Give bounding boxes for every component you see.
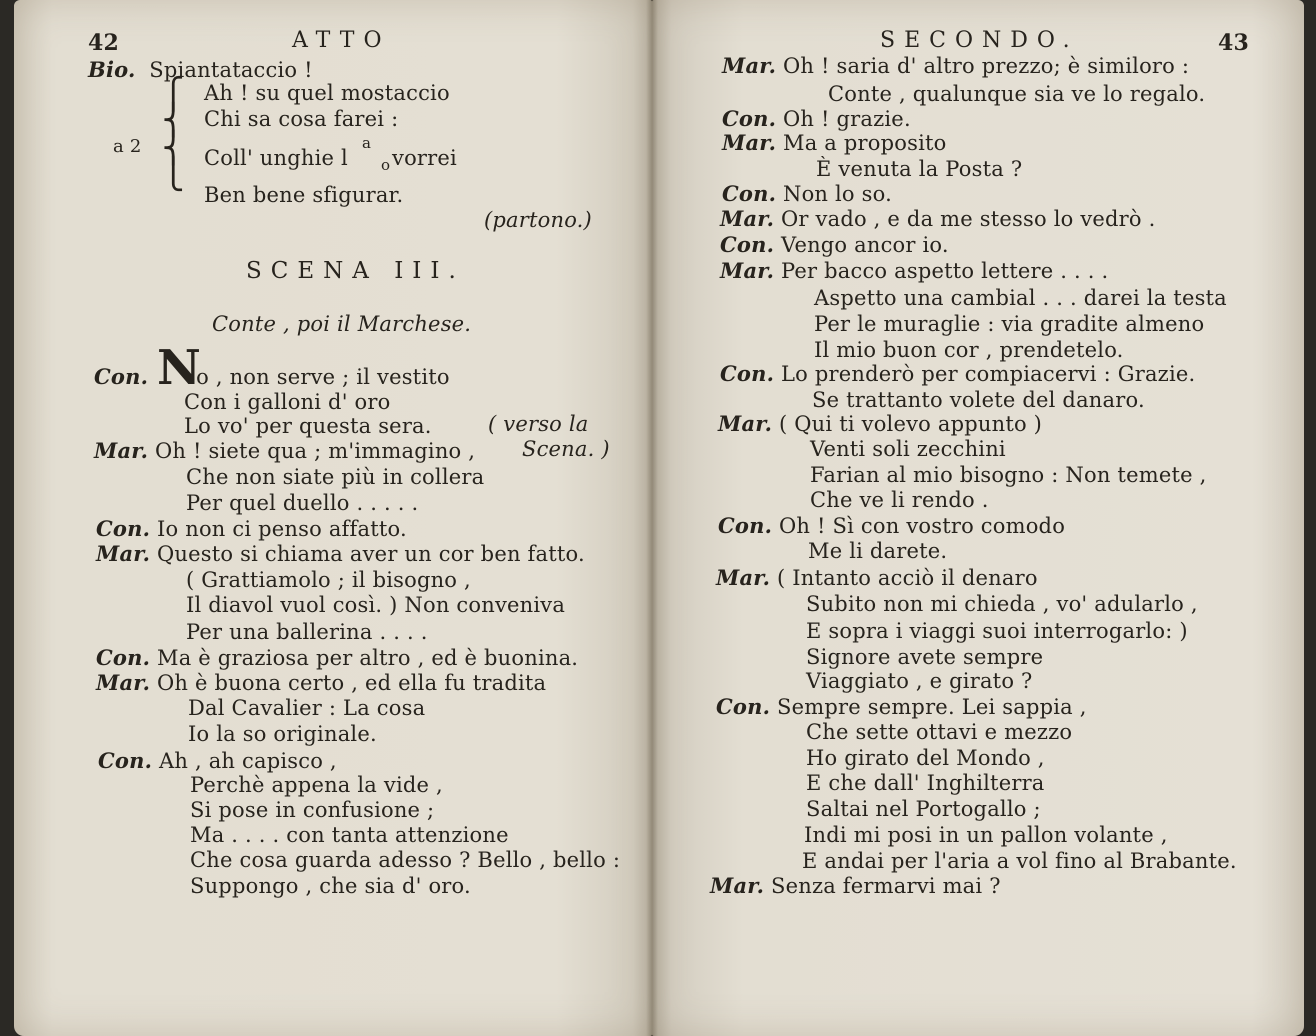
dialogue-line: Con i galloni d' oro: [184, 390, 391, 414]
verse-line: Ben bene sfigurar.: [204, 183, 404, 207]
dialogue-line: Conte , qualunque sia ve lo regalo.: [828, 82, 1206, 106]
dialogue-line: Con. Sempre sempre. Lei sappia ,: [716, 694, 1087, 719]
dialogue-line: Me li darete.: [808, 539, 948, 563]
dialogue-line: Mar. Or vado , e da me stesso lo vedrò .: [720, 206, 1156, 231]
dialogue-line: Il mio buon cor , prendetelo.: [814, 338, 1124, 362]
dialogue-line: Mar. Oh ! saria d' altro prezzo; è similoro :: [722, 53, 1190, 78]
dialogue-line: Subito non mi chieda , vo' adularlo ,: [806, 592, 1198, 616]
gutter: [646, 0, 658, 1036]
dialogue-line: Saltai nel Portogallo ;: [806, 797, 1041, 821]
dialogue-line: Con. Ah , ah capisco ,: [98, 748, 337, 773]
dialogue-line: È venuta la Posta ?: [816, 157, 1023, 181]
dialogue-line: Dal Cavalier : La cosa: [188, 696, 426, 720]
right-running-head: SECONDO.: [880, 28, 1079, 53]
left-page-number: 42: [88, 30, 120, 56]
dialogue-line: Che ve li rendo .: [810, 488, 989, 512]
fraction-top: a: [362, 134, 371, 152]
fraction-bottom: o: [381, 156, 391, 174]
drop-cap: N: [157, 340, 201, 396]
dialogue-line: Mar. Questo si chiama aver un cor ben fatto.: [96, 541, 585, 566]
left-running-head: ATTO: [292, 28, 391, 53]
brace-bottom: ⎩: [162, 157, 185, 192]
dialogue-line: Con. Vengo ancor io.: [720, 232, 949, 257]
dialogue-line: Suppongo , che sia d' oro.: [190, 874, 471, 898]
verse-line: Chi sa cosa farei :: [204, 107, 399, 131]
dialogue-line: Aspetto una cambial . . . darei la testa: [814, 286, 1227, 310]
dialogue-line: Perchè appena la vide ,: [190, 773, 443, 797]
dialogue-line: Con. Lo prenderò per compiacervi : Grazie.: [720, 361, 1196, 386]
dialogue-line: Che cosa guarda adesso ? Bello , bello :: [190, 848, 621, 872]
dialogue-line: Con. Non lo so.: [722, 181, 892, 206]
dialogue-line: Io la so originale.: [188, 722, 377, 746]
dialogue-line: Mar. Per bacco aspetto lettere . . . .: [720, 258, 1109, 283]
dialogue-line: Ho girato del Mondo ,: [806, 746, 1045, 770]
dialogue-line: Venti soli zecchini: [810, 437, 1006, 461]
stage-direction: Scena. ): [522, 437, 610, 461]
dialogue-line: Si pose in confusione ;: [190, 798, 435, 822]
verse-line: Coll' unghie l: [204, 146, 348, 170]
dialogue-line: Che sette ottavi e mezzo: [806, 720, 1073, 744]
dialogue-line: Mar. Senza fermarvi mai ?: [710, 873, 1001, 898]
stage-direction: (partono.): [484, 208, 592, 232]
dialogue-line: Con. Oh ! Sì con vostro comodo: [718, 513, 1066, 538]
dialogue-line: E andai per l'aria a vol fino al Brabante.: [802, 849, 1237, 873]
dialogue-line: Per le muraglie : via gradite almeno: [814, 312, 1205, 336]
dialogue-line: Viaggiato , e girato ?: [806, 669, 1033, 693]
dialogue-line: Con. o , non serve ; il vestito: [94, 364, 450, 389]
dialogue-line: Indi mi posi in un pallon volante ,: [804, 823, 1168, 847]
dialogue-line: Mar. Oh è buona certo , ed ella fu tradita: [96, 670, 547, 695]
right-page-number: 43: [1218, 30, 1250, 56]
verse-line: Bio. Spiantataccio !: [88, 57, 313, 82]
dialogue-line: Il diavol vuol così. ) Non conveniva: [186, 593, 566, 617]
duet-label: a 2: [113, 136, 142, 157]
dialogue-line: Mar. Oh ! siete qua ; m'immagino ,: [94, 438, 476, 463]
dialogue-line: Ma . . . . con tanta attenzione: [190, 823, 509, 847]
scene-characters: Conte , poi il Marchese.: [212, 312, 472, 336]
dialogue-line: Mar. ( Qui ti volevo appunto ): [718, 411, 1043, 436]
dialogue-line: Mar. ( Intanto acciò il denaro: [716, 565, 1038, 590]
dialogue-line: Con. Io non ci penso affatto.: [96, 516, 407, 541]
brace-upper-mid: ⎨: [162, 103, 185, 138]
verse-line: Ah ! su quel mostaccio: [204, 81, 450, 105]
scene-heading: SCENA III.: [246, 258, 465, 284]
dialogue-line: Signore avete sempre: [806, 645, 1044, 669]
dialogue-line: Con. Ma è graziosa per altro , ed è buonina.: [96, 645, 579, 670]
dialogue-line: E che dall' Inghilterra: [806, 771, 1045, 795]
brace-lower-mid: ⎨: [162, 131, 185, 166]
dialogue-line: E sopra i viaggi suoi interrogarlo: ): [806, 619, 1188, 643]
dialogue-line: Mar. Ma a proposito: [722, 130, 947, 155]
dialogue-line: Che non siate più in collera: [186, 465, 485, 489]
dialogue-line: Con. Oh ! grazie.: [722, 106, 911, 131]
dialogue-line: Per una ballerina . . . .: [186, 620, 428, 644]
verse-line-end: vorrei: [392, 146, 457, 170]
dialogue-line: Lo vo' per questa sera.: [184, 414, 432, 438]
dialogue-line: Per quel duello . . . . .: [186, 491, 419, 515]
dialogue-line: Farian al mio bisogno : Non temete ,: [810, 463, 1207, 487]
dialogue-line: ( Grattiamolo ; il bisogno ,: [186, 568, 471, 592]
brace-top: ⎧: [162, 77, 185, 112]
stage-direction: ( verso la: [488, 412, 589, 436]
dialogue-line: Se trattanto volete del danaro.: [812, 388, 1145, 412]
